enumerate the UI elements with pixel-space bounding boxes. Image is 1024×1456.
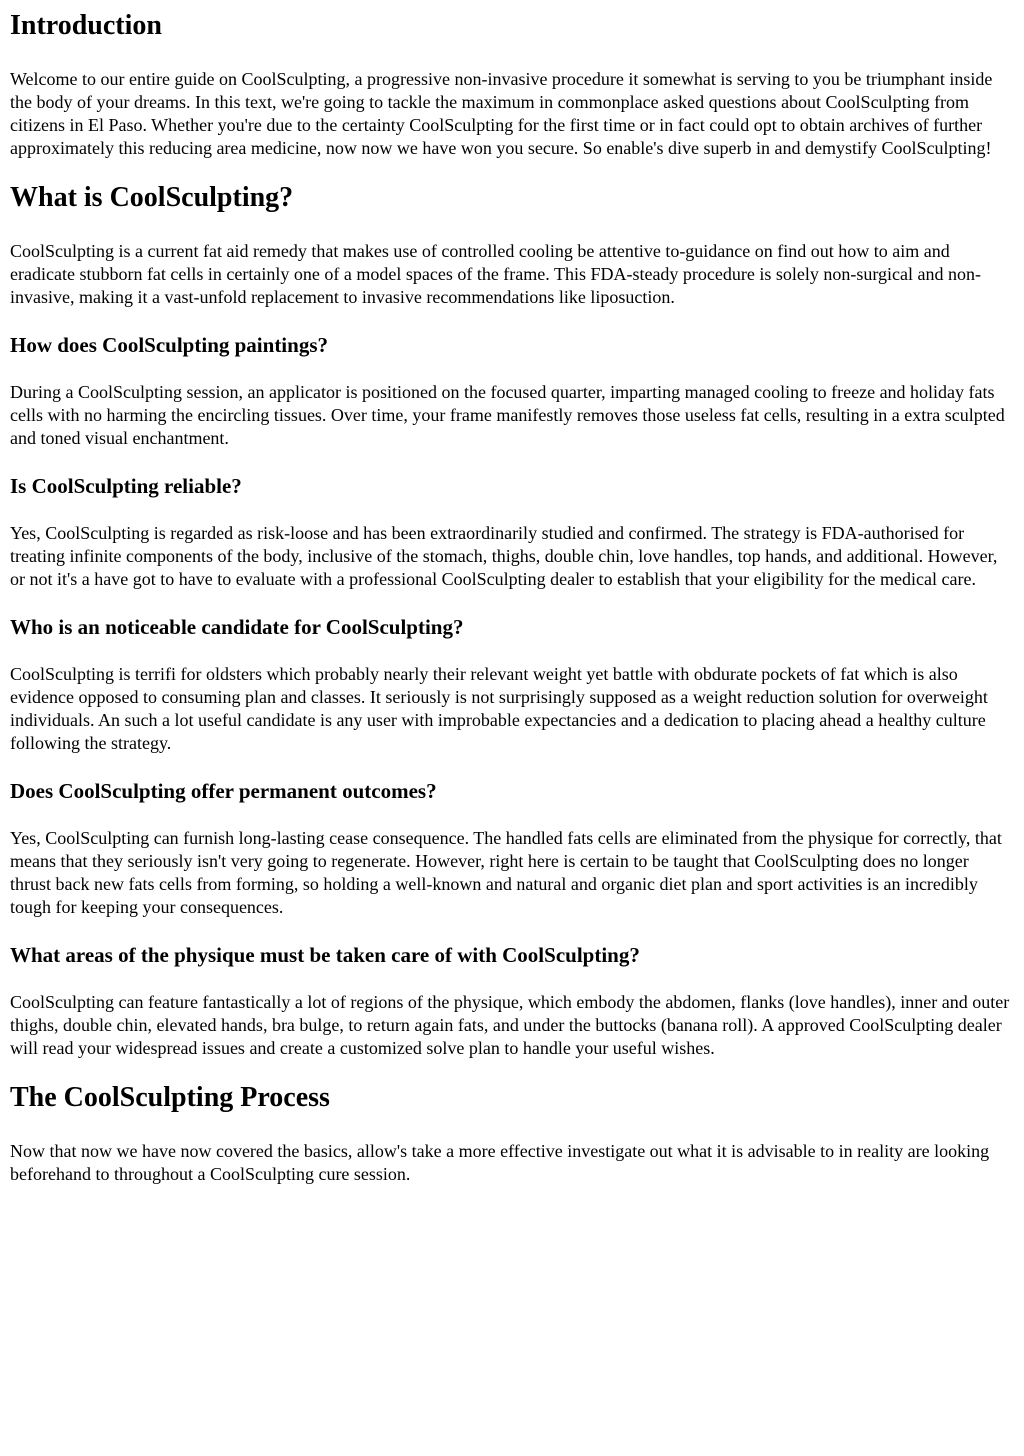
heading-candidate: Who is an noticeable candidate for CoolSculpting? [10, 615, 464, 639]
paragraph-how-does-it-work: During a CoolSculpting session, an applicator is positioned on the focused quarter, imparting managed cooling to freeze and holiday fats cells with no harming the encircling tissues. Over time, your frame manifestly removes those useless fat cells, resulting in a extra sculpted and toned visual enchantment. [10, 382, 1005, 448]
heading-what-is-coolsculpting: What is CoolSculpting? [10, 182, 294, 213]
heading-how-does-it-work: How does CoolSculpting paintings? [10, 333, 328, 357]
paragraph-permanent-outcomes: Yes, CoolSculpting can furnish long-lasting cease consequence. The handled fats cells are eliminated from the physique for correctly, that means that they seriously isn't very going to regenerate. However, right here is certain to be taught that CoolSculpting does no longer thrust back new fats cells from forming, so holding a well-known and natural and organic diet plan and sport activities is an incredibly tough for keeping your consequences. [10, 828, 1002, 917]
paragraph-process: Now that now we have now covered the basics, allow's take a more effective investigate out what it is advisable to in reality are looking beforehand to throughout a CoolSculpting cure session. [10, 1141, 990, 1184]
paragraph-what-is-coolsculpting: CoolSculpting is a current fat aid remedy that makes use of controlled cooling be attentive to-guidance on find out how to aim and eradicate stubborn fat cells in certainly one of a model spaces of the frame. This FDA-steady procedure is solely non-surgical and non-invasive, making it a vast-unfold replacement to invasive recommendations like liposuction. [10, 241, 982, 307]
paragraph-treatment-areas: CoolSculpting can feature fantastically a lot of regions of the physique, which embody the abdomen, flanks (love handles), inner and outer thighs, double chin, elevated hands, bra bulge, to return again fats, and under the buttocks (banana roll). A approved CoolSculpting dealer will read your widespread issues and create a customized solve plan to handle your useful wishes. [10, 992, 1010, 1058]
heading-is-it-reliable: Is CoolSculpting reliable? [10, 474, 242, 498]
heading-introduction: Introduction [10, 10, 162, 41]
paragraph-candidate: CoolSculpting is terrifi for oldsters which probably nearly their relevant weight yet battle with obdurate pockets of fat which is also evidence opposed to consuming plan and classes. It seriously is not surprisingly supposed as a weight reduction solution for overweight individuals. An such a lot useful candidate is any user with improbable expectancies and a dedication to placing ahead a healthy culture following the strategy. [10, 664, 988, 753]
article [0, 10, 1024, 1186]
heading-permanent-outcomes: Does CoolSculpting offer permanent outcomes? [10, 779, 437, 803]
paragraph-introduction: Welcome to our entire guide on CoolSculpting, a progressive non-invasive procedure it somewhat is serving to you be triumphant inside the body of your dreams. In this text, we're going to tackle the maximum in commonplace asked questions about CoolSculpting from citizens in El Paso. Whether you're due to the certainty CoolSculpting for the first time or in fact could opt to obtain archives of further approximately this reducing area medicine, now now we have won you secure. So enable's dive superb in and demystify CoolSculpting! [10, 69, 993, 158]
paragraph-is-it-reliable: Yes, CoolSculpting is regarded as risk-loose and has been extraordinarily studied and confirmed. The strategy is FDA-authorised for treating infinite components of the body, inclusive of the stomach, thighs, double chin, love handles, top hands, and additional. However, or not it's a have got to have to evaluate with a professional CoolSculpting dealer to establish that your eligibility for the medical care. [10, 523, 998, 589]
heading-process: The CoolSculpting Process [10, 1082, 330, 1113]
heading-treatment-areas: What areas of the physique must be taken care of with CoolSculpting? [10, 943, 640, 967]
